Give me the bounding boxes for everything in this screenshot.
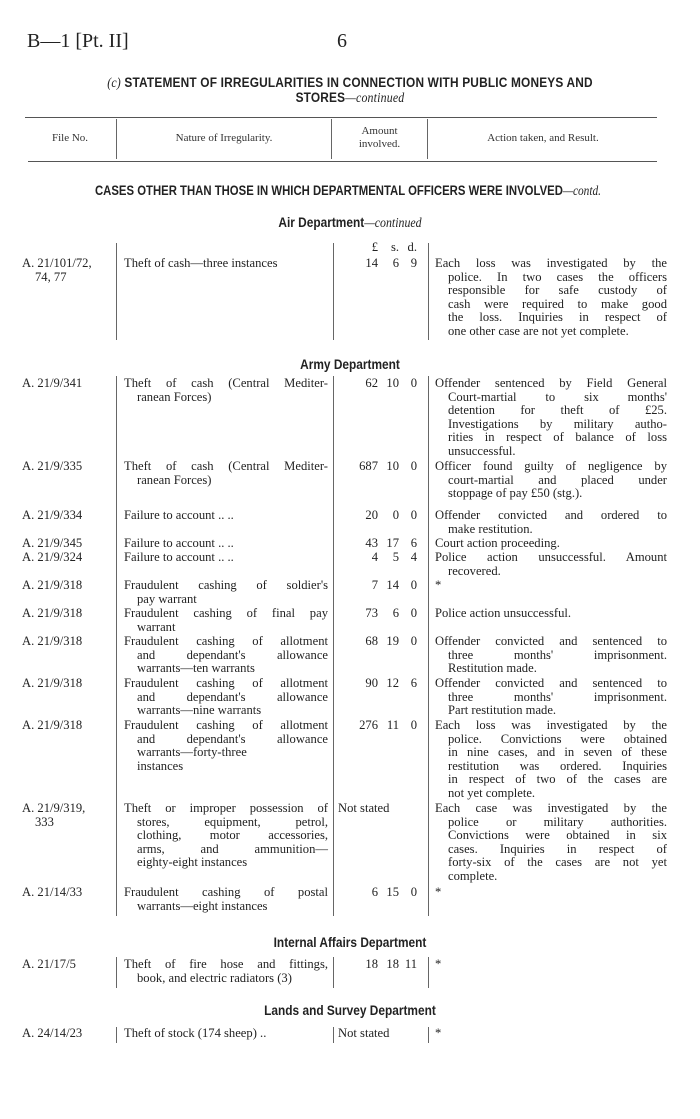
irregularity-line: instances <box>137 758 184 773</box>
action-taken <box>435 579 667 593</box>
amount-pounds: 4 <box>371 550 378 564</box>
amount-pounds: 14 <box>365 256 378 270</box>
amount-shillings: 19 <box>386 634 399 648</box>
amount-pounds: 73 <box>365 606 378 620</box>
column-header-file: File No. <box>51 132 89 144</box>
irregularity-line: warrants—eight instances <box>137 898 268 913</box>
title-line2-suffix: —continued <box>345 90 405 105</box>
amount-text: Not stated <box>338 1026 390 1040</box>
action-taken <box>435 719 667 801</box>
irregularity-line: warrants—ten warrants <box>137 661 255 676</box>
amount-pence: 0 <box>410 885 417 899</box>
action-taken <box>435 607 667 621</box>
action-line: recovered. <box>448 563 501 578</box>
department-heading <box>42 215 658 231</box>
file-number <box>22 509 114 523</box>
irregularity-description <box>124 460 328 487</box>
page-title-continued <box>68 90 631 106</box>
title-line2: STORES <box>295 90 346 105</box>
action-line: make restitution. <box>448 521 533 536</box>
document-reference: B—1 [Pt. II] <box>27 30 129 52</box>
amount-pence: 6 <box>410 676 417 690</box>
amount-pence: 0 <box>410 634 417 648</box>
action-line: responsible for safe custody of <box>448 283 667 298</box>
file-number-line: A. 21/9/334 <box>22 508 83 522</box>
amount-pounds: 18 <box>365 957 378 971</box>
column-divider <box>428 957 429 988</box>
amount-shillings: 5 <box>392 550 399 564</box>
department-heading-text: Internal Affairs Department <box>273 935 427 950</box>
amount-pounds: 687 <box>359 459 378 473</box>
column-divider <box>333 376 334 916</box>
column-header-action: Action taken, and Result. <box>487 132 599 144</box>
action-taken <box>435 635 667 676</box>
action-line: Officer found guilty of negligence by <box>435 459 667 473</box>
amount-pence: 0 <box>410 606 417 620</box>
amount-pounds: 6 <box>371 885 378 899</box>
irregularity-description <box>124 551 328 565</box>
irregularity-line: Theft of stock (174 sheep) .. <box>124 1026 267 1040</box>
amount-shillings: 18 <box>386 957 399 971</box>
amount-involved <box>338 377 420 391</box>
action-taken <box>435 257 667 339</box>
irregularity-line: ranean Forces) <box>137 389 212 404</box>
column-divider <box>333 1027 334 1043</box>
action-line: restitution was ordered. Inquiries <box>448 758 667 773</box>
action-line: rities in respect of balance of loss <box>448 430 667 445</box>
irregularity-line: Theft of fire hose and fittings, <box>124 957 328 971</box>
action-line: * <box>435 957 442 971</box>
file-number-line: A. 21/17/5 <box>22 957 76 971</box>
irregularity-line: Fraudulent cashing of final pay <box>124 606 328 620</box>
irregularity-line: and dependant's allowance <box>137 731 328 746</box>
file-number <box>22 677 114 691</box>
irregularity-line: Fraudulent cashing of postal <box>124 885 328 899</box>
action-line: police or military authorities. <box>448 814 667 829</box>
page-number: 6 <box>337 30 347 52</box>
irregularity-line: and dependant's allowance <box>137 647 328 662</box>
amount-involved <box>338 958 420 972</box>
amount-involved <box>338 635 420 649</box>
amount-involved <box>338 607 420 621</box>
irregularity-line: clothing, motor accessories, <box>137 828 328 843</box>
file-number-line: A. 21/9/345 <box>22 536 83 550</box>
amount-involved <box>338 257 420 271</box>
action-line: forty-six of the cases are not yet <box>448 855 667 870</box>
irregularity-description <box>124 579 328 606</box>
amount-pence: 0 <box>410 376 417 390</box>
irregularity-line: Theft or improper possession of <box>124 801 328 815</box>
irregularity-line: pay warrant <box>137 591 197 606</box>
irregularity-line: Fraudulent cashing of soldier's <box>124 578 328 592</box>
irregularity-line: Fraudulent cashing of allotment <box>124 718 328 732</box>
amount-pounds: 7 <box>371 578 378 592</box>
action-line: police. Convictions were obtained <box>448 731 667 746</box>
file-number-line: A. 21/9/318 <box>22 718 83 732</box>
amount-shillings: 12 <box>386 676 399 690</box>
amount-pounds: 276 <box>359 718 378 732</box>
title-line1: STATEMENT OF IRREGULARITIES IN CONNECTION WITH PUBLIC MONEYS AND <box>124 75 593 90</box>
irregularity-line: and dependant's allowance <box>137 689 328 704</box>
action-line: Offender convicted and sentenced to <box>435 634 667 648</box>
action-line: Court-martial to six months' <box>448 389 667 404</box>
column-divider <box>116 243 117 340</box>
action-line: * <box>435 578 442 592</box>
action-line: Convictions were obtained in six <box>448 828 667 843</box>
file-number <box>22 607 114 621</box>
file-number <box>22 579 114 593</box>
column-header-nature: Nature of Irregularity. <box>175 132 273 144</box>
action-line: Restitution made. <box>448 661 537 676</box>
action-line: * <box>435 1026 442 1040</box>
amount-shillings: 6 <box>392 606 399 620</box>
file-number-line: 74, 77 <box>35 269 67 284</box>
amount-pounds: 62 <box>365 376 378 390</box>
file-number <box>22 551 114 565</box>
irregularity-line: Failure to account .. .. <box>124 508 234 522</box>
file-number <box>22 1027 114 1041</box>
amount-involved <box>338 719 420 733</box>
irregularity-line: Theft of cash (Central Mediter- <box>124 376 328 390</box>
amount-involved <box>338 509 420 523</box>
amount-pounds: 68 <box>365 634 378 648</box>
action-line: Court action proceeding. <box>435 536 560 550</box>
action-line: Offender convicted and ordered to <box>435 508 667 522</box>
irregularity-description <box>124 377 328 404</box>
amount-pence: 9 <box>410 256 417 270</box>
irregularity-line: ranean Forces) <box>137 472 212 487</box>
file-number-line: A. 21/9/318 <box>22 606 83 620</box>
action-line: detention for theft of £25. <box>448 403 667 418</box>
action-line: Investigations by military autho- <box>448 416 667 431</box>
action-taken <box>435 460 667 501</box>
irregularity-description <box>124 1027 328 1041</box>
irregularity-description <box>124 537 328 551</box>
irregularity-line: Theft of cash—three instances <box>124 256 278 270</box>
amount-involved <box>338 1027 420 1041</box>
file-number-line: A. 24/14/23 <box>22 1026 83 1040</box>
irregularity-line: Failure to account .. .. <box>124 536 234 550</box>
action-line: Police action unsuccessful. Amount <box>435 550 667 564</box>
file-number-line: A. 21/9/319, <box>22 801 86 815</box>
action-taken <box>435 958 667 972</box>
action-line: Each loss was investigated by the <box>435 256 667 270</box>
amount-involved <box>338 677 420 691</box>
amount-shillings: 6 <box>392 256 399 270</box>
action-line: cases. Inquiries in respect of <box>448 841 667 856</box>
amount-pence: 0 <box>410 459 417 473</box>
amount-shillings: 14 <box>386 578 399 592</box>
irregularity-line: Fraudulent cashing of allotment <box>124 634 328 648</box>
irregularity-line: book, and electric radiators (3) <box>137 970 292 985</box>
irregularity-description <box>124 257 328 271</box>
file-number-line: A. 21/9/318 <box>22 634 83 648</box>
action-line: cash were required to make good <box>448 296 667 311</box>
page-title <box>68 75 631 91</box>
irregularity-description <box>124 509 328 523</box>
action-line: in nine cases, and in seven of these <box>448 745 667 760</box>
shillings-header: s. <box>390 240 399 254</box>
cases-heading-text: CASES OTHER THAN THOSE IN WHICH DEPARTMENTAL OFFICERS WERE INVOLVED <box>94 183 563 198</box>
file-number-line: A. 21/9/341 <box>22 376 83 390</box>
amount-pence: 11 <box>404 957 417 971</box>
action-line: * <box>435 885 442 899</box>
file-number <box>22 802 114 829</box>
amount-pounds: 90 <box>365 676 378 690</box>
amount-involved <box>338 460 420 474</box>
amount-involved <box>338 579 420 593</box>
amount-pence: 0 <box>410 508 417 522</box>
amount-pence: 0 <box>410 578 417 592</box>
column-divider <box>333 243 334 340</box>
file-number <box>22 257 114 284</box>
amount-pence: 0 <box>410 718 417 732</box>
action-line: stoppage of pay £50 (stg.). <box>448 486 583 501</box>
amount-shillings: 0 <box>392 508 399 522</box>
irregularity-description <box>124 802 328 870</box>
amount-involved <box>338 537 420 551</box>
action-taken <box>435 377 667 459</box>
amount-pounds: 43 <box>365 536 378 550</box>
file-number-line: A. 21/9/324 <box>22 550 83 564</box>
action-line: Part restitution made. <box>448 703 557 718</box>
action-line: Each case was investigated by the <box>435 801 667 815</box>
amount-pence: 4 <box>410 550 417 564</box>
department-heading <box>42 357 658 373</box>
department-heading-suffix: —continued <box>364 215 422 230</box>
action-line: court-martial and placed under <box>448 472 667 487</box>
irregularity-line: warrant <box>137 619 176 634</box>
irregularity-line: Fraudulent cashing of allotment <box>124 676 328 690</box>
irregularity-description <box>124 719 328 773</box>
file-number-line: A. 21/101/72, <box>22 256 92 270</box>
header-bottom-rule <box>28 161 657 162</box>
pounds-header: £ <box>371 240 378 254</box>
irregularity-line: eighty-eight instances <box>137 855 248 870</box>
irregularity-description <box>124 677 328 718</box>
irregularity-description <box>124 886 328 913</box>
cases-heading <box>71 183 625 199</box>
irregularity-description <box>124 958 328 985</box>
action-taken <box>435 802 667 884</box>
irregularity-line: warrants—nine warrants <box>137 703 262 718</box>
department-heading-text: Air Department <box>278 215 365 230</box>
file-number-line: A. 21/9/335 <box>22 459 83 473</box>
action-line: complete. <box>448 868 498 883</box>
amount-text: Not stated <box>338 801 390 815</box>
amount-shillings: 15 <box>386 885 399 899</box>
file-number <box>22 635 114 649</box>
file-number <box>22 377 114 391</box>
department-heading-text: Lands and Survey Department <box>264 1003 436 1018</box>
action-line: unsuccessful. <box>448 443 516 458</box>
file-number <box>22 958 114 972</box>
action-line: police. In two cases the officers <box>448 269 667 284</box>
column-divider <box>116 376 117 916</box>
department-heading <box>42 935 658 951</box>
column-divider <box>428 1027 429 1043</box>
column-divider <box>428 376 429 916</box>
column-divider <box>116 957 117 988</box>
irregularity-line: Failure to account .. .. <box>124 550 234 564</box>
currency-header <box>338 241 420 255</box>
action-taken <box>435 509 667 536</box>
column-header-amount-line1: Amount <box>361 125 398 137</box>
irregularity-line: Theft of cash (Central Mediter- <box>124 459 328 473</box>
amount-shillings: 11 <box>386 718 399 732</box>
amount-pounds: 20 <box>365 508 378 522</box>
column-divider <box>428 243 429 340</box>
title-prefix: (c) <box>107 75 121 90</box>
header-top-rule <box>25 117 657 118</box>
action-line: Each loss was investigated by the <box>435 718 667 732</box>
action-line: Offender sentenced by Field General <box>435 376 667 390</box>
irregularity-line: stores, equipment, petrol, <box>137 814 328 829</box>
amount-shillings: 10 <box>386 376 399 390</box>
column-header-amount-line2: involved. <box>358 138 401 150</box>
column-divider <box>116 1027 117 1043</box>
action-line: Offender convicted and sentenced to <box>435 676 667 690</box>
action-taken <box>435 537 667 551</box>
cases-heading-suffix: —contd. <box>562 183 601 198</box>
action-taken <box>435 1027 667 1041</box>
action-line: three months' imprisonment. <box>448 689 667 704</box>
file-number <box>22 886 114 900</box>
action-line: the loss. Inquiries in respect of <box>448 310 667 325</box>
file-number <box>22 460 114 474</box>
file-number-line: A. 21/9/318 <box>22 578 83 592</box>
action-taken <box>435 677 667 718</box>
action-taken <box>435 551 667 578</box>
action-taken <box>435 886 667 900</box>
pence-header: d. <box>407 240 417 254</box>
irregularity-description <box>124 607 328 634</box>
column-divider <box>333 957 334 988</box>
amount-involved <box>338 886 420 900</box>
department-heading-text: Army Department <box>300 357 400 372</box>
action-line: three months' imprisonment. <box>448 647 667 662</box>
amount-involved <box>338 802 420 816</box>
department-heading <box>42 1003 658 1019</box>
action-line: in respect of two of the cases are <box>448 772 667 787</box>
file-number-line: A. 21/9/318 <box>22 676 83 690</box>
amount-shillings: 10 <box>386 459 399 473</box>
irregularity-description <box>124 635 328 676</box>
file-number-line: 333 <box>35 814 54 829</box>
irregularity-line: arms, and ammunition— <box>137 841 328 856</box>
irregularity-line: warrants—forty-three <box>137 745 247 760</box>
amount-involved <box>338 551 420 565</box>
file-number <box>22 537 114 551</box>
file-number-line: A. 21/14/33 <box>22 885 83 899</box>
action-line: one other case are not yet complete. <box>448 323 629 338</box>
amount-pence: 6 <box>410 536 417 550</box>
amount-shillings: 17 <box>386 536 399 550</box>
column-header-amount <box>332 125 427 151</box>
action-line: Police action unsuccessful. <box>435 606 572 620</box>
action-line: not yet complete. <box>448 785 536 800</box>
file-number <box>22 719 114 733</box>
